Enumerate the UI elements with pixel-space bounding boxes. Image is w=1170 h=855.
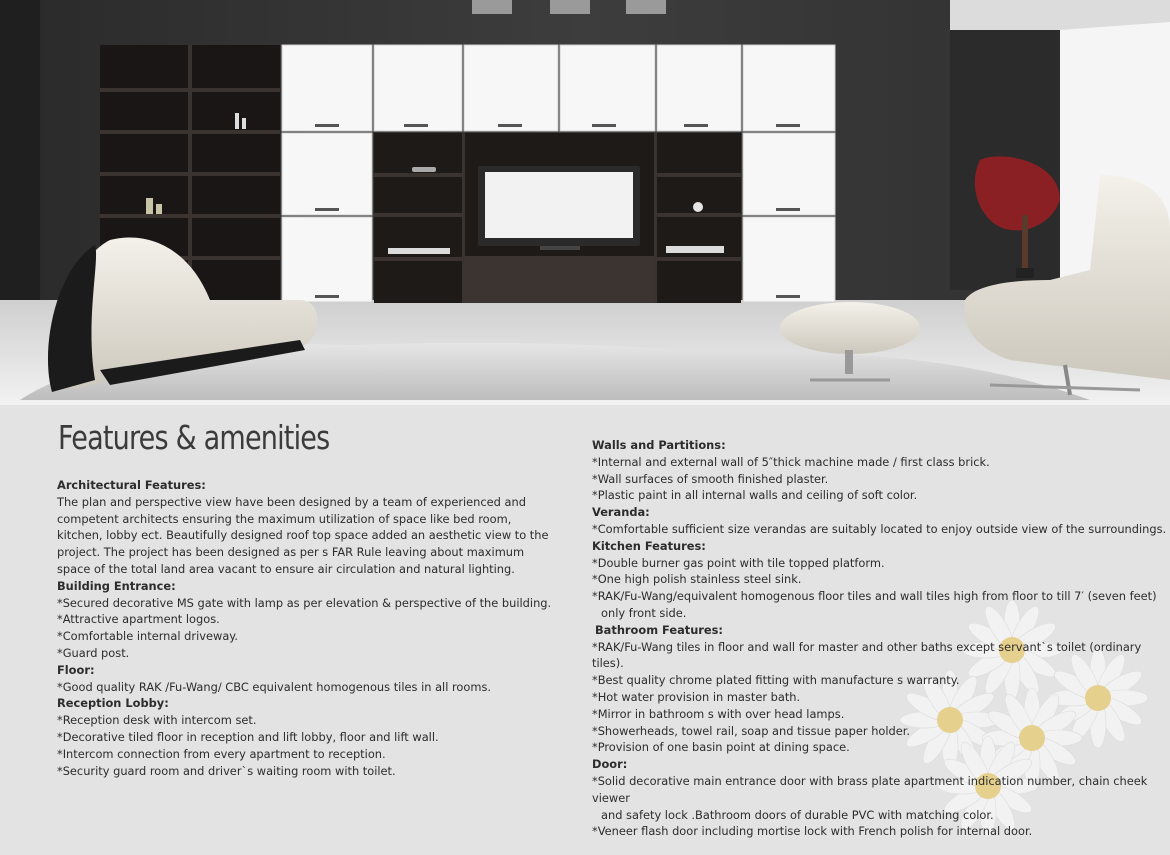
floor-heading: Floor: [57,662,95,677]
list-item: *Guard post. [57,645,130,660]
list-item: *Hot water provision in master bath. [592,689,801,704]
list-item: *Provision of one basin point at dining space. [592,740,850,755]
list-item-continuation: only front side. [601,605,687,620]
list-item: *RAK/Fu-Wang tiles in floor and wall for master and other baths except servant`s toilet (ordinary [592,639,1142,654]
list-item-continuation: and safety lock .Bathroom doors of durable PVC with matching color. [601,807,994,822]
door-heading: Door: [592,757,628,772]
list-item: *Wall surfaces of smooth finished plaster. [592,471,829,486]
list-item: *Intercom connection from every apartment to reception. [57,746,386,761]
list-item: *RAK/Fu-Wang/equivalent homogenous floor tiles and wall tiles high from floor to till 7′ (seven feet) [592,589,1157,604]
veranda-heading: Veranda: [592,505,650,520]
list-item: *Reception desk with intercom set. [57,713,257,728]
kitchen-features-heading: Kitchen Features: [592,538,706,553]
list-item: *Secured decorative MS gate with lamp as per elevation & perspective of the building. [57,595,552,610]
list-item: *Good quality RAK /Fu-Wang/ CBC equivalent homogenous tiles in all rooms. [57,679,492,694]
list-item-continuation: tiles). [592,656,624,671]
list-item: *Security guard room and driver`s waiting room with toilet. [57,763,396,778]
list-item-continuation: viewer [592,790,630,805]
list-item: *Decorative tiled floor in reception and lift lobby, floor and lift wall. [57,729,439,744]
list-item: *One high polish stainless steel sink. [592,572,802,587]
list-item: *Attractive apartment logos. [57,612,220,627]
bathroom-features-heading: Bathroom Features: [595,622,723,637]
living-room-photo [0,0,1170,405]
walls-partitions-heading: Walls and Partitions: [592,438,726,452]
list-item: *Veneer flash door including mortise lock with French polish for internal door. [592,824,1033,839]
building-entrance-heading: Building Entrance: [57,578,176,593]
architectural-features-heading: Architectural Features: [57,478,206,492]
list-item: *Solid decorative main entrance door with brass plate apartment indication number, chain cheek [592,773,1148,788]
list-item: *Internal and external wall of 5″thick machine made / first class brick. [592,454,990,469]
list-item: *Comfortable internal driveway. [57,629,239,644]
list-item: *Plastic paint in all internal walls and ceiling of soft color. [592,488,918,503]
list-item: *Comfortable sufficient size verandas are suitably located to enjoy outside view of the surroundings. [592,521,1167,536]
list-item: *Best quality chrome plated fitting with manufacture s warranty. [592,673,960,688]
reception-lobby-heading: Reception Lobby: [57,696,169,711]
list-item: *Mirror in bathroom s with over head lamps. [592,706,845,721]
list-item: *Showerheads, towel rail, soap and tissue paper holder. [592,723,911,738]
architectural-features-text: The plan and perspective view have been designed by a team of experienced and competent architects ensuring the maximum utilization of space like bed room, kitchen, lobby ect. Beautifully designed roof top space added an aesthetic view to the project. The project has been designed as per s FAR Rule leaving about maximum space of the total land area vacant to ensure air circulation and natural lighting. [57,494,549,576]
list-item: *Double burner gas point with tile topped platform. [592,555,885,570]
page-title: Features & amenities [58,418,330,457]
left-column [57,477,557,779]
right-column [592,437,1167,840]
